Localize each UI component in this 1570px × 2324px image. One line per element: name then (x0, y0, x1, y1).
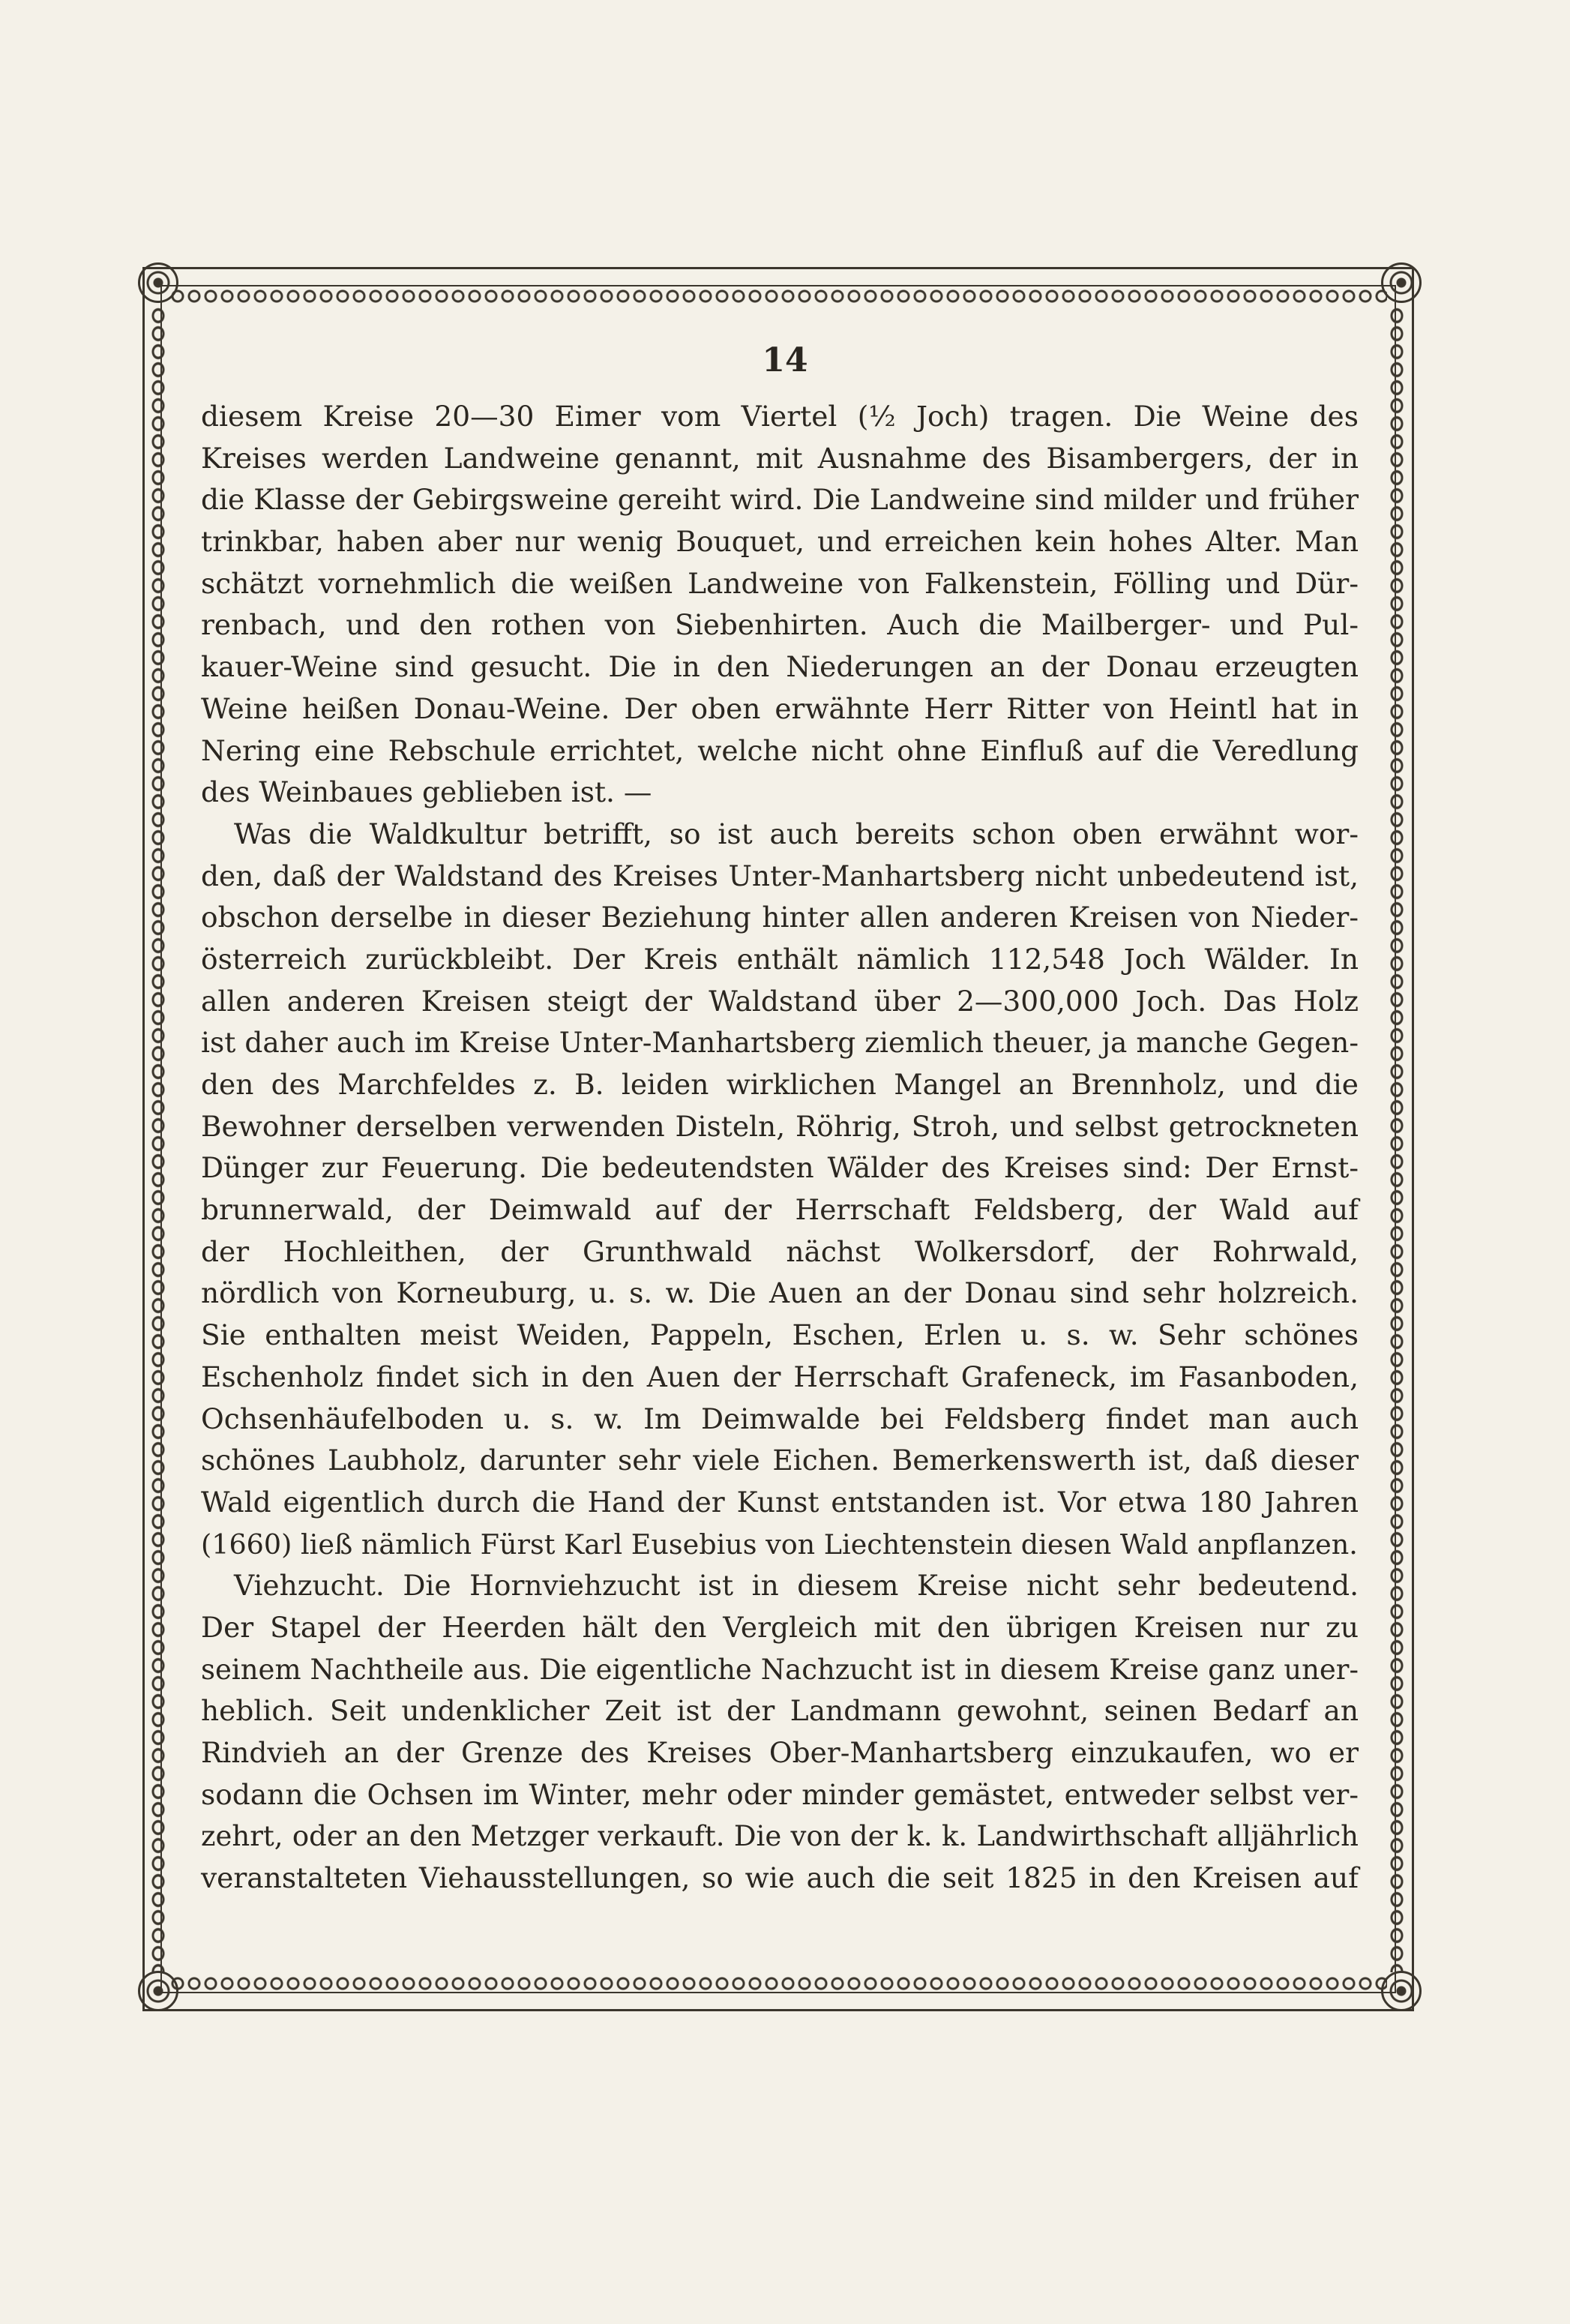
text-line: ist daher auch im Kreise Unter-Manhartsberg ziemlich theuer, ja manche Gegen- (201, 1026, 1359, 1060)
text-line: seinem Nachtheile aus. Die eigentliche Nachzucht ist in diesem Kreise ganz uner- (201, 1653, 1359, 1686)
corner-ornament-icon (1381, 1971, 1422, 2011)
text-line: der Hochleithen, der Grunthwald nächst Wolkersdorf, der Rohrwald, (201, 1234, 1359, 1268)
corner-ornament-icon (138, 262, 178, 303)
text-line: nördlich von Korneuburg, u. s. w. Die Auen an der Donau sind sehr holzreich. (201, 1276, 1359, 1310)
text-line: den des Marchfeldes z. B. leiden wirklichen Mangel an Brennholz, und die (201, 1068, 1359, 1101)
text-line: Eschenholz findet sich in den Auen der Herrschaft Grafeneck, im Fasanboden, (201, 1360, 1359, 1393)
text-line: Kreises werden Landweine genannt, mit Ausnahme des Bisambergers, der in (201, 441, 1359, 475)
text-line: veranstalteten Viehausstellungen, so wie auch die seit 1825 in den Kreisen auf (201, 1861, 1359, 1895)
text-line: Der Stapel der Heerden hält den Vergleich mit den übrigen Kreisen nur zu (201, 1610, 1359, 1644)
text-line: obschon derselbe in dieser Beziehung hinter allen anderen Kreisen von Nieder- (201, 901, 1359, 934)
text-line: Ochsenhäufelboden u. s. w. Im Deimwalde bei Feldsberg findet man auch (201, 1402, 1359, 1435)
text-line: Dünger zur Feuerung. Die bedeutendsten Wälder des Kreises sind: Der Ernst- (201, 1151, 1359, 1185)
text-line: Was die Waldkultur betrifft, so ist auch bereits schon oben erwähnt wor- (234, 817, 1359, 850)
text-line: Nering eine Rebschule errichtet, welche nicht ohne Einfluß auf die Veredlung (201, 733, 1359, 767)
text-line: schönes Laubholz, darunter sehr viele Eichen. Bemerkenswerth ist, daß dieser (201, 1444, 1359, 1477)
text-line: sodann die Ochsen im Winter, mehr oder minder gemästet, entweder selbst ver- (201, 1777, 1359, 1811)
body-text (201, 396, 1359, 1900)
text-line: Sie enthalten meist Weiden, Pappeln, Eschen, Erlen u. s. w. Sehr schönes (201, 1318, 1359, 1352)
text-line: (1660) ließ nämlich Fürst Karl Eusebius von Liechtenstein diesen Wald anpflanzen. (201, 1528, 1358, 1561)
text-line: Weine heißen Donau-Weine. Der oben erwähnte Herr Ritter von Heintl hat in (201, 691, 1359, 725)
corner-ornament-icon (1381, 262, 1422, 303)
text-line: österreich zurückbleibt. Der Kreis enthält nämlich 112,548 Joch Wälder. In (201, 942, 1359, 976)
text-line: des Weinbaues geblieben ist. — (201, 775, 652, 809)
text-line: allen anderen Kreisen steigt der Waldstand über 2—300,000 Joch. Das Holz (201, 984, 1359, 1018)
text-line: zehrt, oder an den Metzger verkauft. Die von der k. k. Landwirthschaft alljährlich (201, 1820, 1359, 1853)
text-line: die Klasse der Gebirgsweine gereiht wird. Die Landweine sind milder und früher (201, 483, 1359, 517)
text-line: schätzt vornehmlich die weißen Landweine von Falkenstein, Fölling und Dür- (201, 566, 1359, 600)
text-line: Bewohner derselben verwenden Disteln, Röhrig, Stroh, und selbst getrockneten (201, 1109, 1359, 1143)
text-line: Wald eigentlich durch die Hand der Kunst entstanden ist. Vor etwa 180 Jahren (201, 1485, 1359, 1519)
text-line: kauer-Weine sind gesucht. Die in den Niederungen an der Donau erzeugten (201, 650, 1359, 684)
text-line: brunnerwald, der Deimwald auf der Herrschaft Feldsberg, der Wald auf (201, 1193, 1359, 1227)
text-line: renbach, und den rothen von Siebenhirten. Auch die Mailberger- und Pul- (201, 608, 1359, 642)
text-line: den, daß der Waldstand des Kreises Unter-Manhartsberg nicht unbedeutend ist, (201, 859, 1359, 892)
corner-ornament-icon (138, 1971, 178, 2011)
text-line: Rindvieh an der Grenze des Kreises Ober-Manhartsberg einzukaufen, wo er (201, 1736, 1359, 1769)
text-line: Viehzucht. Die Hornviehzucht ist in diesem Kreise nicht sehr bedeutend. (234, 1569, 1359, 1603)
page-number: 14 (762, 341, 808, 379)
text-line: diesem Kreise 20—30 Eimer vom Viertel (½ Joch) tragen. Die Weine des (201, 400, 1359, 433)
text-line: heblich. Seit undenklicher Zeit ist der Landmann gewohnt, seinen Bedarf an (201, 1694, 1359, 1728)
text-line: trinkbar, haben aber nur wenig Bouquet, und erreichen kein hohes Alter. Man (201, 525, 1359, 559)
